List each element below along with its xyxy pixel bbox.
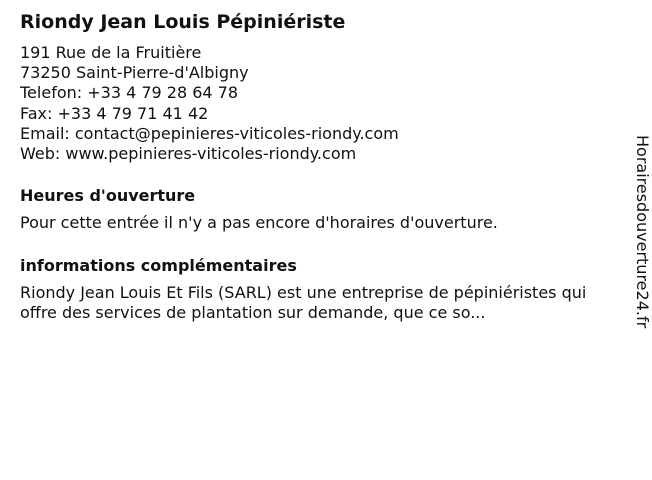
additional-info-text: Riondy Jean Louis Et Fils (SARL) est une entreprise de pépiniéristes qui offre des services de plantation sur demande, que ce so...	[20, 282, 587, 323]
street-address: 191 Rue de la Fruitière	[20, 43, 202, 62]
opening-hours-text: Pour cette entrée il n'y a pas encore d'horaires d'ouverture.	[20, 213, 498, 233]
website-address: Web: www.pepinieres-viticoles-riondy.com	[20, 144, 357, 164]
email-address: Email: contact@pepinieres-viticoles-riondy.com	[20, 123, 399, 143]
contact-block	[20, 43, 600, 164]
site-watermark: Horairesdouverture24.fr	[633, 135, 652, 329]
opening-hours-heading: Heures d'ouverture	[20, 186, 196, 206]
postal-city: 73250 Saint-Pierre-d'Albigny	[20, 63, 249, 83]
business-name: Riondy Jean Louis Pépiniériste	[20, 11, 346, 33]
business-listing	[20, 10, 600, 324]
fax-number: Fax: +33 4 79 71 41 42	[20, 103, 209, 123]
additional-info-heading: informations complémentaires	[20, 255, 297, 275]
phone-number: Telefon: +33 4 79 28 64 78	[20, 83, 239, 103]
